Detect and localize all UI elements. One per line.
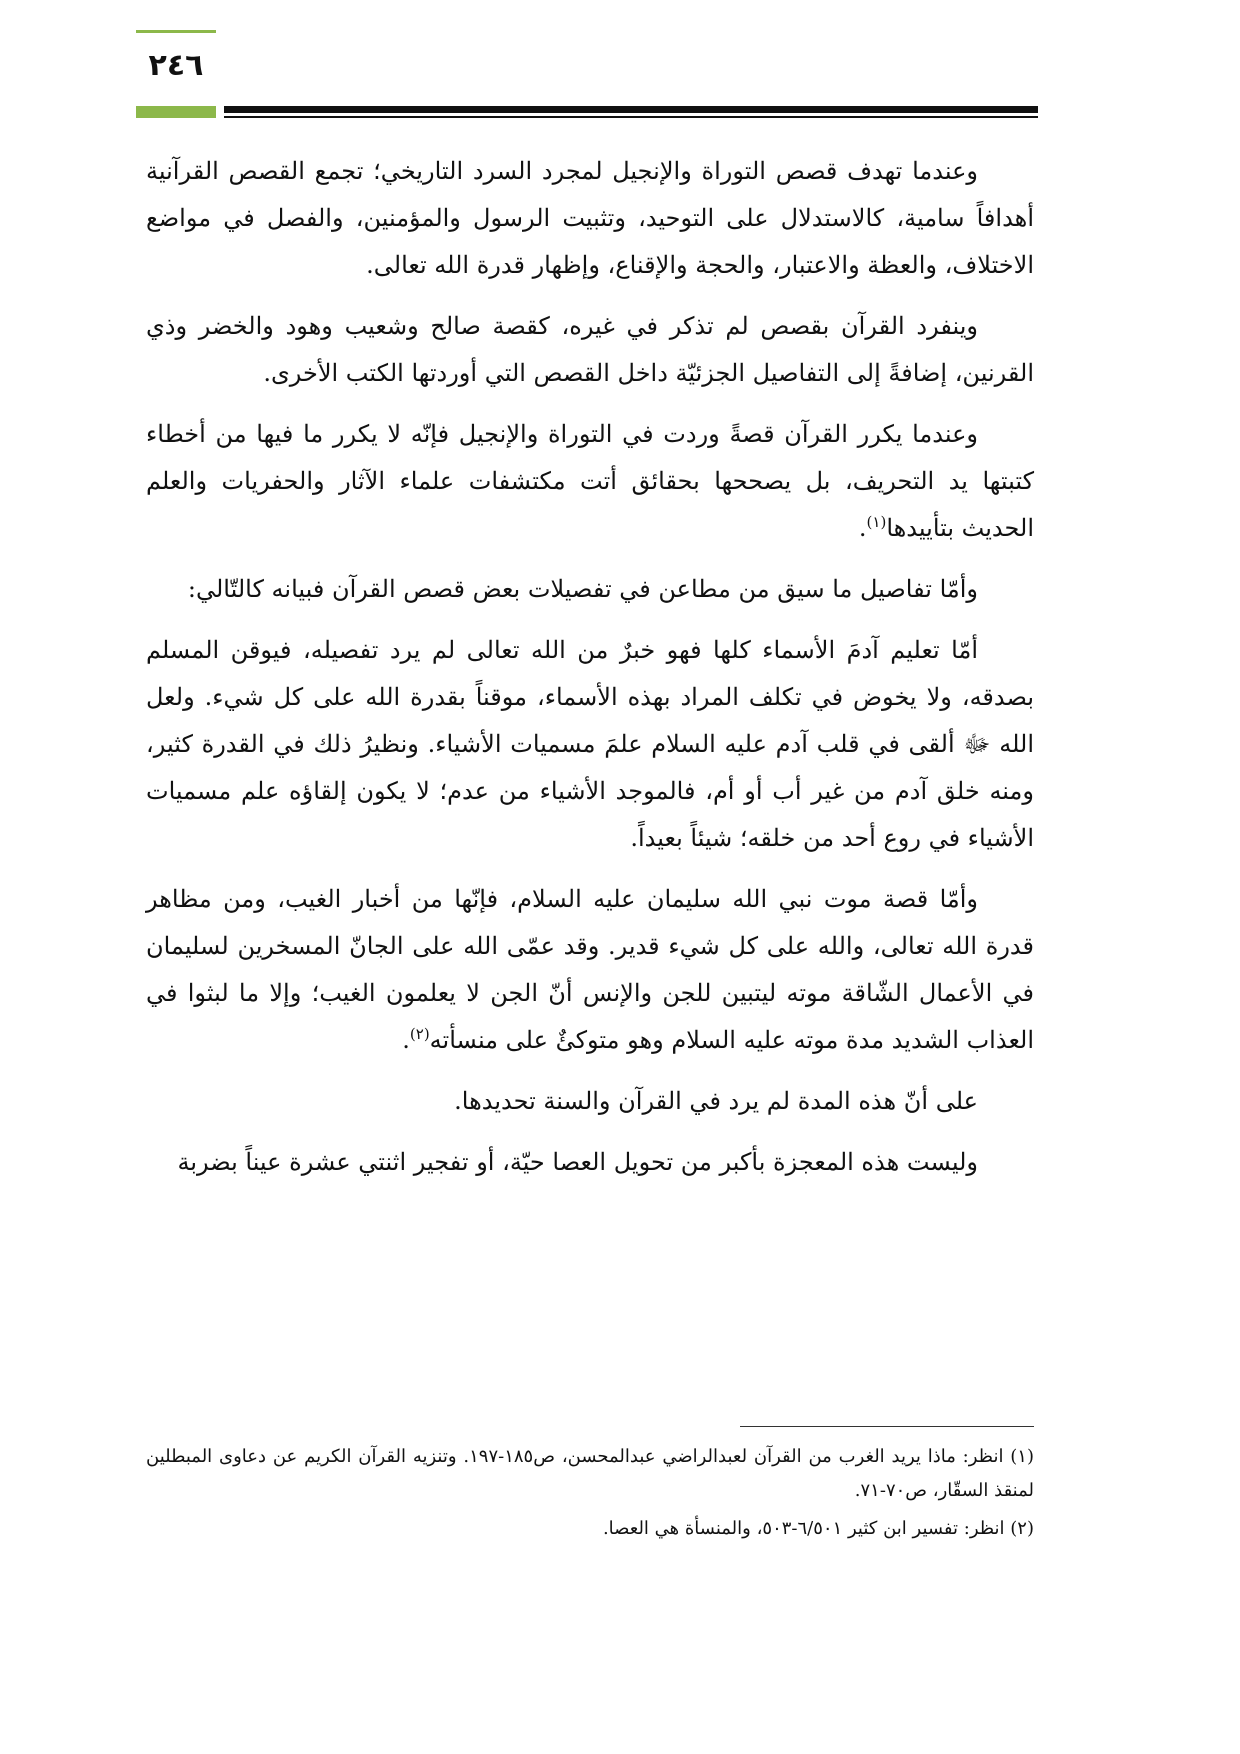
page-number: ٢٤٦ <box>148 48 204 83</box>
paragraph-text: وعندما يكرر القرآن قصةً وردت في التوراة والإنجيل فإنّه لا يكرر ما فيها من أخطاء كتبتها يد التحريف، بل يصححها بحقائق أتت مكتشفات علماء الآثار والحفريات والعلم الحديث بتأييدها <box>146 420 1034 542</box>
paragraph: وأمّا تفاصيل ما سيق من مطاعن في تفصيلات بعض قصص القرآن فبيانه كالتّالي: <box>187 575 978 603</box>
main-text <box>146 148 1034 1200</box>
paragraph: وعندما تهدف قصص التوراة والإنجيل لمجرد السرد التاريخي؛ تجمع القصص القرآنية أهدافاً سامية، كالاستدلال على التوحيد، وتثبيت الرسول والمؤمنين، والفصل في مواضع الاختلاف، والعظة والاعتبار، والحجة والإقناع، وإظهار قدرة الله تعالى. <box>146 157 1034 279</box>
paragraph <box>146 876 1034 1064</box>
paragraph: وليست هذه المعجزة بأكبر من تحويل العصا حيّة، أو تفجير اثنتي عشرة عيناً بضربة <box>177 1148 978 1176</box>
paragraph <box>146 411 1034 552</box>
header-rule-thin <box>224 116 1038 118</box>
footnote-ref[interactable]: (١) <box>866 513 887 531</box>
sentence-end: . <box>858 514 867 542</box>
paragraph: وينفرد القرآن بقصص لم تذكر في غيره، كقصة صالح وشعيب وهود والخضر وذي القرنين، إضافةً إلى التفاصيل الجزئيّة داخل القصص التي أوردتها الكتب الأخرى. <box>146 312 1034 387</box>
accent-bar-top <box>136 30 216 33</box>
header-rule-thick <box>224 106 1038 113</box>
footnote-ref[interactable]: (٢) <box>409 1025 430 1043</box>
footnote: (١) انظر: ماذا يريد الغرب من القرآن لعبدالراضي عبدالمحسن، ص١٨٥-١٩٧. وتنزيه القرآن الكريم عن دعاوى المبطلين لمنقذ السقّار، ص٧٠-٧١. <box>146 1446 1034 1501</box>
page-header <box>136 30 1038 120</box>
paragraph-text: وأمّا قصة موت نبي الله سليمان عليه السلام، فإنّها من أخبار الغيب، ومن مظاهر قدرة الله تعالى، والله على كل شيء قدير. وقد عمّى الله على الجانّ المسخرين لسليمان في الأعمال الشّاقة موته ليتبين للجن والإنس أنّ الجن لا يعلمون الغيب؛ وإلا ما لبثوا في العذاب الشديد مدة موته عليه السلام وهو متوكئٌ على منسأته <box>146 885 1034 1054</box>
sentence-end: . <box>402 1026 410 1054</box>
footnote: (٢) انظر: تفسير ابن كثير ٦/٥٠١-٥٠٣، والمنسأة هي العصا. <box>602 1518 1034 1539</box>
footnote-separator <box>740 1426 1034 1427</box>
accent-bar-bottom <box>136 106 216 118</box>
footnotes <box>146 1440 1034 1550</box>
paragraph: أمّا تعليم آدمَ الأسماء كلها فهو خبرٌ من الله تعالى لم يرد تفصيله، فيوقن المسلم بصدقه، ولا يخوض في تكلف المراد بهذه الأسماء، موقناً بقدرة الله على كل شيء. ولعل الله ﷻ ألقى في قلب آدم عليه السلام علمَ مسميات الأشياء. ونظيرُ ذلك في القدرة كثير، ومنه خلق آدم من غير أب أو أم، فالموجد الأشياء من عدم؛ لا يكون إلقاؤه علم مسميات الأشياء في روع أحد من خلقه؛ شيئاً بعيداً. <box>146 636 1035 852</box>
paragraph: على أنّ هذه المدة لم يرد في القرآن والسنة تحديدها. <box>454 1087 978 1115</box>
